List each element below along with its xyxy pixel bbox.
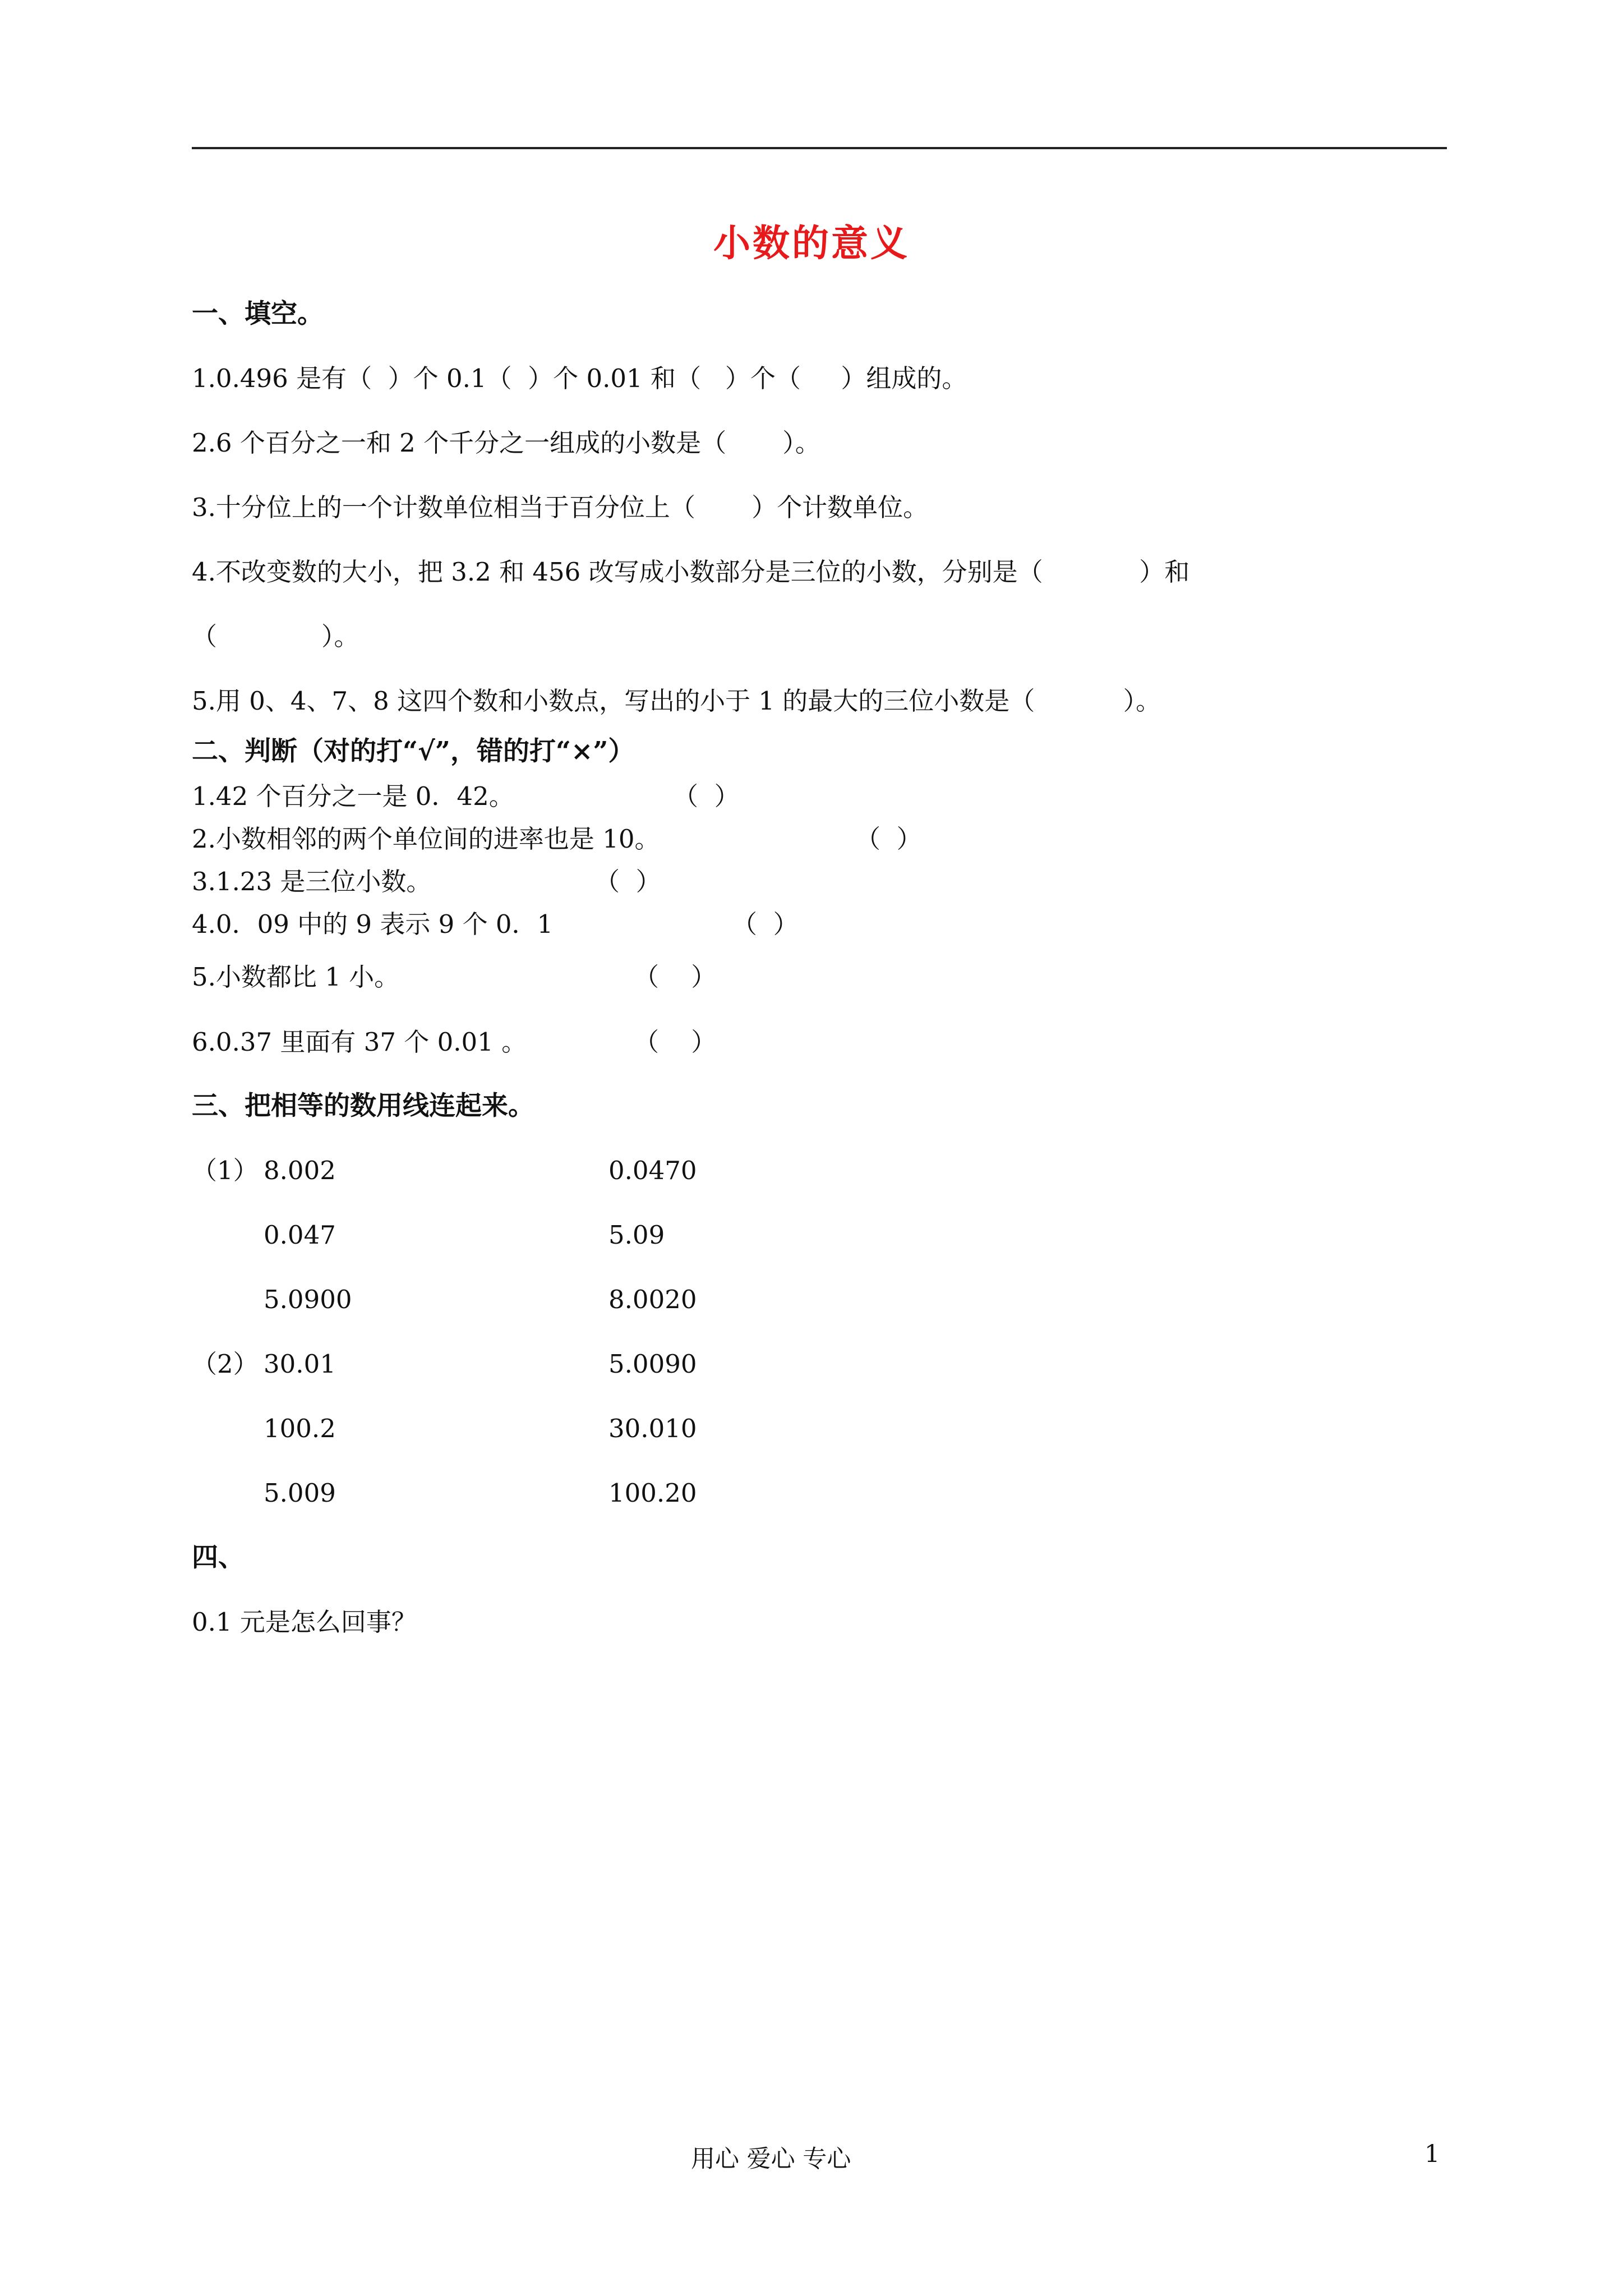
match-right-6: 100.20 xyxy=(608,1478,697,1508)
match-left-2: 0.047 xyxy=(264,1220,336,1250)
judge-item-4-bracket: （ ） xyxy=(732,909,799,939)
match-right-1: 0.0470 xyxy=(608,1156,697,1185)
fill-question-4-line-1: 4.不改变数的大小，把 3.2 和 456 改写成小数部分是三位的小数，分别是（ ）和 xyxy=(192,557,1190,587)
fill-question-2: 2.6 个百分之一和 2 个千分之一组成的小数是（ ）。 xyxy=(192,428,820,458)
judge-item-1-text: 1.42 个百分之一是 0．42。 xyxy=(192,781,514,811)
judge-item-3-text: 3.1.23 是三位小数。 xyxy=(192,867,432,896)
page-number: 1 xyxy=(1424,2140,1440,2168)
fill-question-4-line-2: （ ）。 xyxy=(192,622,359,651)
judge-item-6-bracket: （ ） xyxy=(634,1027,717,1057)
section-4-heading: 四、 xyxy=(192,1542,245,1573)
match-left-6: 5.009 xyxy=(264,1478,336,1508)
judge-item-3-bracket: （ ） xyxy=(594,867,661,896)
page-title: 小数的意义 xyxy=(713,221,910,265)
match-right-3: 8.0020 xyxy=(608,1285,697,1314)
match-left-5: 100.2 xyxy=(264,1414,336,1443)
match-left-3: 5.0900 xyxy=(264,1285,352,1314)
judge-item-4-text: 4.0．09 中的 9 表示 9 个 0．1 xyxy=(192,909,554,939)
match-right-2: 5.09 xyxy=(608,1220,665,1250)
judge-item-6-text: 6.0.37 里面有 37 个 0.01 。 xyxy=(192,1027,527,1057)
group-2-label: （2） xyxy=(192,1349,259,1379)
fill-question-3: 3.十分位上的一个计数单位相当于百分位上（ ）个计数单位。 xyxy=(192,493,929,522)
section-2-heading: 二、判断（对的打“√”，错的打“×”） xyxy=(192,736,635,767)
section-4-question: 0.1 元是怎么回事？ xyxy=(192,1607,417,1637)
judge-item-5-bracket: （ ） xyxy=(634,962,717,992)
judge-item-2-text: 2.小数相邻的两个单位间的进率也是 10。 xyxy=(192,824,660,854)
judge-item-1-bracket: （ ） xyxy=(673,781,740,811)
group-1-label: （1） xyxy=(192,1156,259,1185)
footer-motto: 用心 爱心 专心 xyxy=(691,2145,851,2173)
fill-question-1: 1.0.496 是有（ ）个 0.1（ ）个 0.01 和（ ）个（ ）组成的。 xyxy=(192,364,967,393)
section-1-heading: 一、填空。 xyxy=(192,298,324,329)
judge-item-5-text: 5.小数都比 1 小。 xyxy=(192,962,400,992)
match-left-1: 8.002 xyxy=(264,1156,336,1185)
match-left-4: 30.01 xyxy=(264,1349,336,1379)
judge-item-2-bracket: （ ） xyxy=(855,824,922,854)
match-right-4: 5.0090 xyxy=(608,1349,697,1379)
header-rule xyxy=(192,147,1447,149)
section-3-heading: 三、把相等的数用线连起来。 xyxy=(192,1091,534,1121)
fill-question-5: 5.用 0、4、7、8 这四个数和小数点，写出的小于 1 的最大的三位小数是（ ）。 xyxy=(192,686,1161,716)
match-right-5: 30.010 xyxy=(608,1414,697,1443)
